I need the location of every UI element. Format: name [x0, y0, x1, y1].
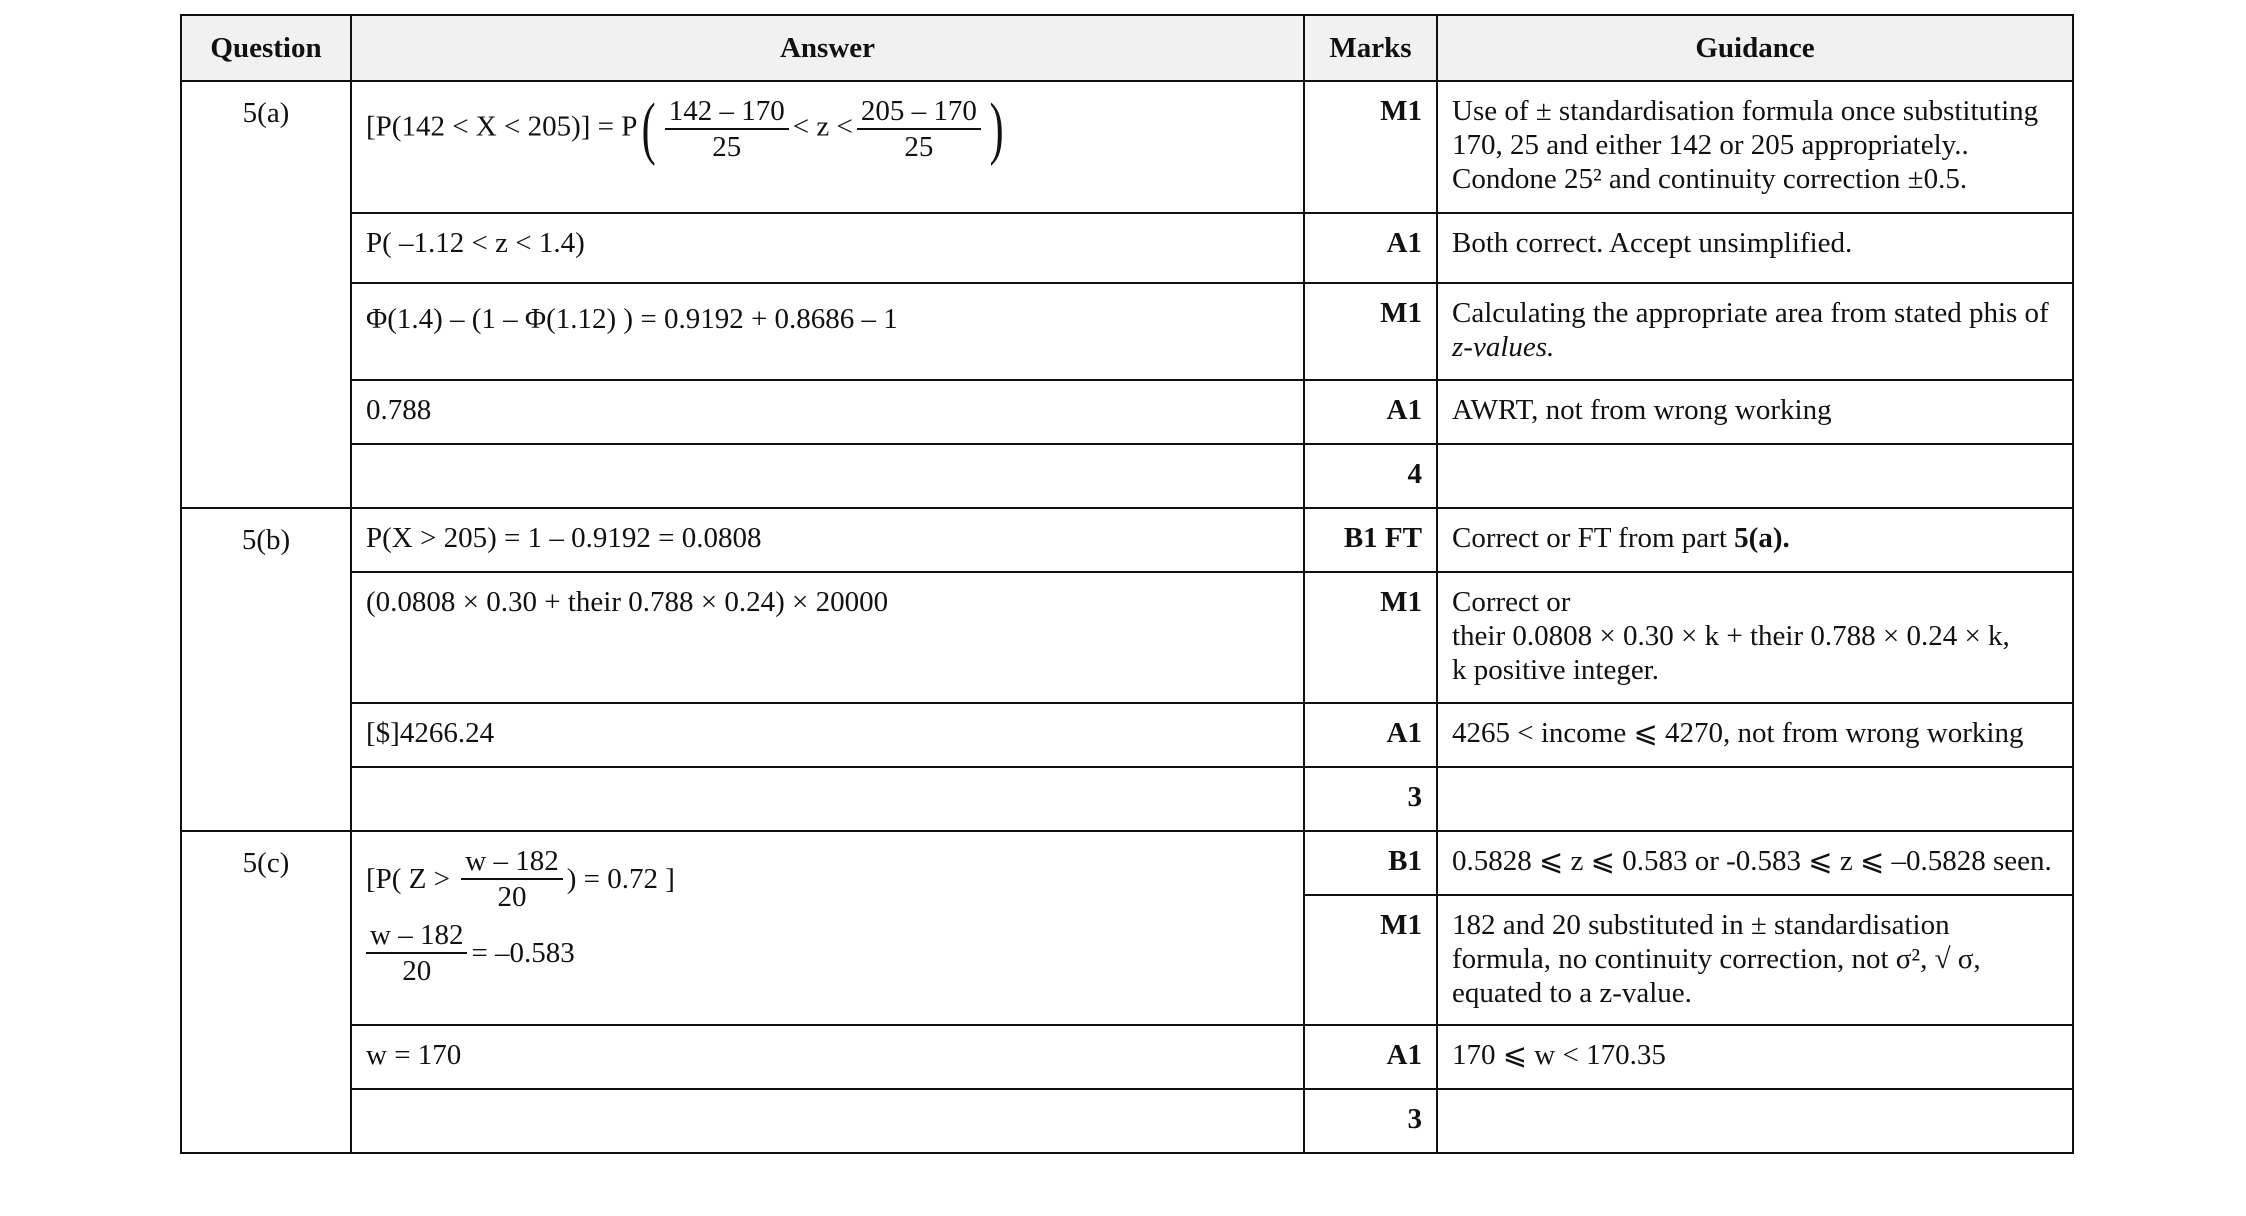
- answer-cell: Φ(1.4) – (1 – Φ(1.12) ) = 0.9192 + 0.8686 – 1: [351, 283, 1304, 380]
- answer-cell: [351, 1089, 1304, 1153]
- table-row: [181, 767, 2073, 831]
- table-row: [181, 283, 2073, 380]
- guidance-cell: 0.5828 ⩽ z ⩽ 0.583 or -0.583 ⩽ z ⩽ –0.5828 seen.: [1437, 831, 2073, 895]
- table-row: [181, 1025, 2073, 1089]
- total-mark-cell: 4: [1304, 444, 1437, 508]
- guidance-cell: [1437, 767, 2073, 831]
- table-row: [181, 703, 2073, 767]
- answer-cell: (0.0808 × 0.30 + their 0.788 × 0.24) × 20000: [351, 572, 1304, 703]
- table-row: [181, 572, 2073, 703]
- mark-cell: A1: [1304, 213, 1437, 283]
- table-row: [181, 831, 2073, 895]
- answer-cell: [351, 831, 1304, 1025]
- mark-cell: M1: [1304, 572, 1437, 703]
- guidance-cell: Both correct. Accept unsimplified.: [1437, 213, 2073, 283]
- header-marks: Marks: [1304, 15, 1437, 81]
- table-row: [181, 444, 2073, 508]
- question-label: 5(c): [181, 831, 351, 1153]
- mark-cell: A1: [1304, 1025, 1437, 1089]
- total-mark-cell: 3: [1304, 1089, 1437, 1153]
- table-row: [181, 81, 2073, 213]
- table-row: [181, 380, 2073, 444]
- answer-cell: P(X > 205) = 1 – 0.9192 = 0.0808: [351, 508, 1304, 572]
- guidance-cell: 170 ⩽ w < 170.35: [1437, 1025, 2073, 1089]
- mark-cell: A1: [1304, 380, 1437, 444]
- guidance-cell: AWRT, not from wrong working: [1437, 380, 2073, 444]
- question-label: 5(b): [181, 508, 351, 831]
- guidance-cell: 4265 < income ⩽ 4270, not from wrong working: [1437, 703, 2073, 767]
- guidance-cell: Calculating the appropriate area from stated phis of z-values.: [1437, 283, 2073, 380]
- mark-cell: B1 FT: [1304, 508, 1437, 572]
- header-question: Question: [181, 15, 351, 81]
- table-row: [181, 508, 2073, 572]
- mark-cell: A1: [1304, 703, 1437, 767]
- guidance-cell: [1437, 444, 2073, 508]
- answer-cell: 0.788: [351, 380, 1304, 444]
- guidance-cell: Use of ± standardisation formula once substituting 170, 25 and either 142 or 205 appropriately.. Condone 25² and continuity correction ±0.5.: [1437, 81, 2073, 213]
- answer-cell: [$]4266.24: [351, 703, 1304, 767]
- answer-cell: [351, 444, 1304, 508]
- total-mark-cell: 3: [1304, 767, 1437, 831]
- header-row: [181, 15, 2073, 81]
- mark-cell: B1: [1304, 831, 1437, 895]
- answer-cell: P( –1.12 < z < 1.4): [351, 213, 1304, 283]
- guidance-cell: Correct or their 0.0808 × 0.30 × k + their 0.788 × 0.24 × k, k positive integer.: [1437, 572, 2073, 703]
- mark-scheme-table: [180, 14, 2074, 1154]
- guidance-cell: 182 and 20 substituted in ± standardisation formula, no continuity correction, not σ², √ σ, equated to a z-value.: [1437, 895, 2073, 1025]
- guidance-cell: [1437, 1089, 2073, 1153]
- guidance-cell: Correct or FT from part 5(a).: [1437, 508, 2073, 572]
- table-row: [181, 1089, 2073, 1153]
- answer-expression: [P( Z > $\frac{w - 182}{20}$ ) = 0.72 ]: [366, 845, 675, 913]
- mark-cell: M1: [1304, 895, 1437, 1025]
- answer-cell: w = 170: [351, 1025, 1304, 1089]
- table-row: [181, 213, 2073, 283]
- mark-cell: M1: [1304, 283, 1437, 380]
- answer-cell: [351, 81, 1304, 213]
- mark-cell: M1: [1304, 81, 1437, 213]
- header-guidance: Guidance: [1437, 15, 2073, 81]
- question-label: 5(a): [181, 81, 351, 508]
- answer-expression: $\frac{w - 182}{20}$ = –0.583: [366, 918, 1289, 988]
- answer-expression: [P(142 < X < 205)] = P( $\frac{142 - 170}{25}$ < z < $\frac{205 - 170}{25}$ ): [366, 90, 1004, 167]
- header-answer: Answer: [351, 15, 1304, 81]
- answer-cell: [351, 767, 1304, 831]
